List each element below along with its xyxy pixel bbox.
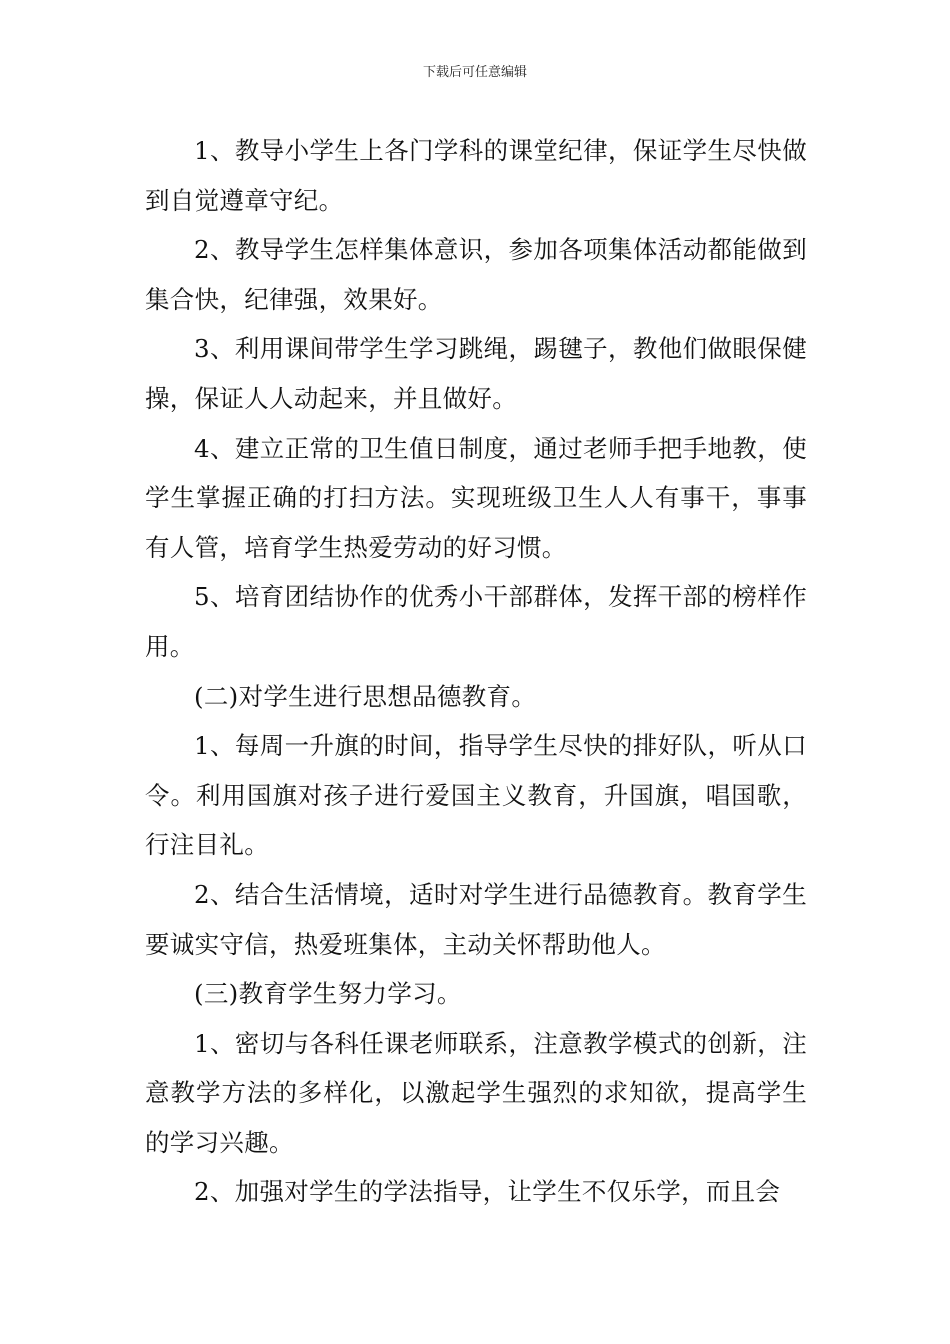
paragraph-rule-3: 3、利用课间带学生学习跳绳，踢毽子，教他们做眼保健操，保证人人动起来，并且做好。 [145, 334, 807, 413]
paragraph-rule-2: 2、教导学生怎样集体意识，参加各项集体活动都能做到集合快，纪律强，效果好。 [145, 235, 807, 314]
section-heading-3: (三)教育学生努力学习。 [194, 979, 462, 1009]
paragraph-rule-5: 5、培育团结协作的优秀小干部群体，发挥干部的榜样作用。 [145, 582, 807, 661]
paragraph-study-2: 2、加强对学生的学法指导，让学生不仅乐学，而且会 [194, 1177, 781, 1207]
document-body [145, 126, 807, 1217]
paragraph-study-1: 1、密切与各科任课老师联系，注意教学模式的创新，注意教学方法的多样化，以激起学生强烈的求知欲，提高学生的学习兴趣。 [145, 1028, 807, 1157]
paragraph-rule-4: 4、建立正常的卫生值日制度，通过老师手把手地教，使学生掌握正确的打扫方法。实现班级卫生人人有事干，事事有人管，培育学生热爱劳动的好习惯。 [145, 433, 807, 562]
paragraph-moral-1: 1、每周一升旗的时间，指导学生尽快的排好队，听从口令。利用国旗对孩子进行爱国主义教育，升国旗，唱国歌，行注目礼。 [145, 731, 807, 860]
page-header: 下载后可任意编辑 [422, 65, 527, 80]
paragraph-rule-1: 1、教导小学生上各门学科的课堂纪律，保证学生尽快做到自觉遵章守纪。 [145, 136, 807, 215]
paragraph-moral-2: 2、结合生活情境，适时对学生进行品德教育。教育学生要诚实守信，热爱班集体，主动关怀帮助他人。 [145, 879, 807, 959]
section-heading-2: (二)对学生进行思想品德教育。 [194, 681, 537, 711]
